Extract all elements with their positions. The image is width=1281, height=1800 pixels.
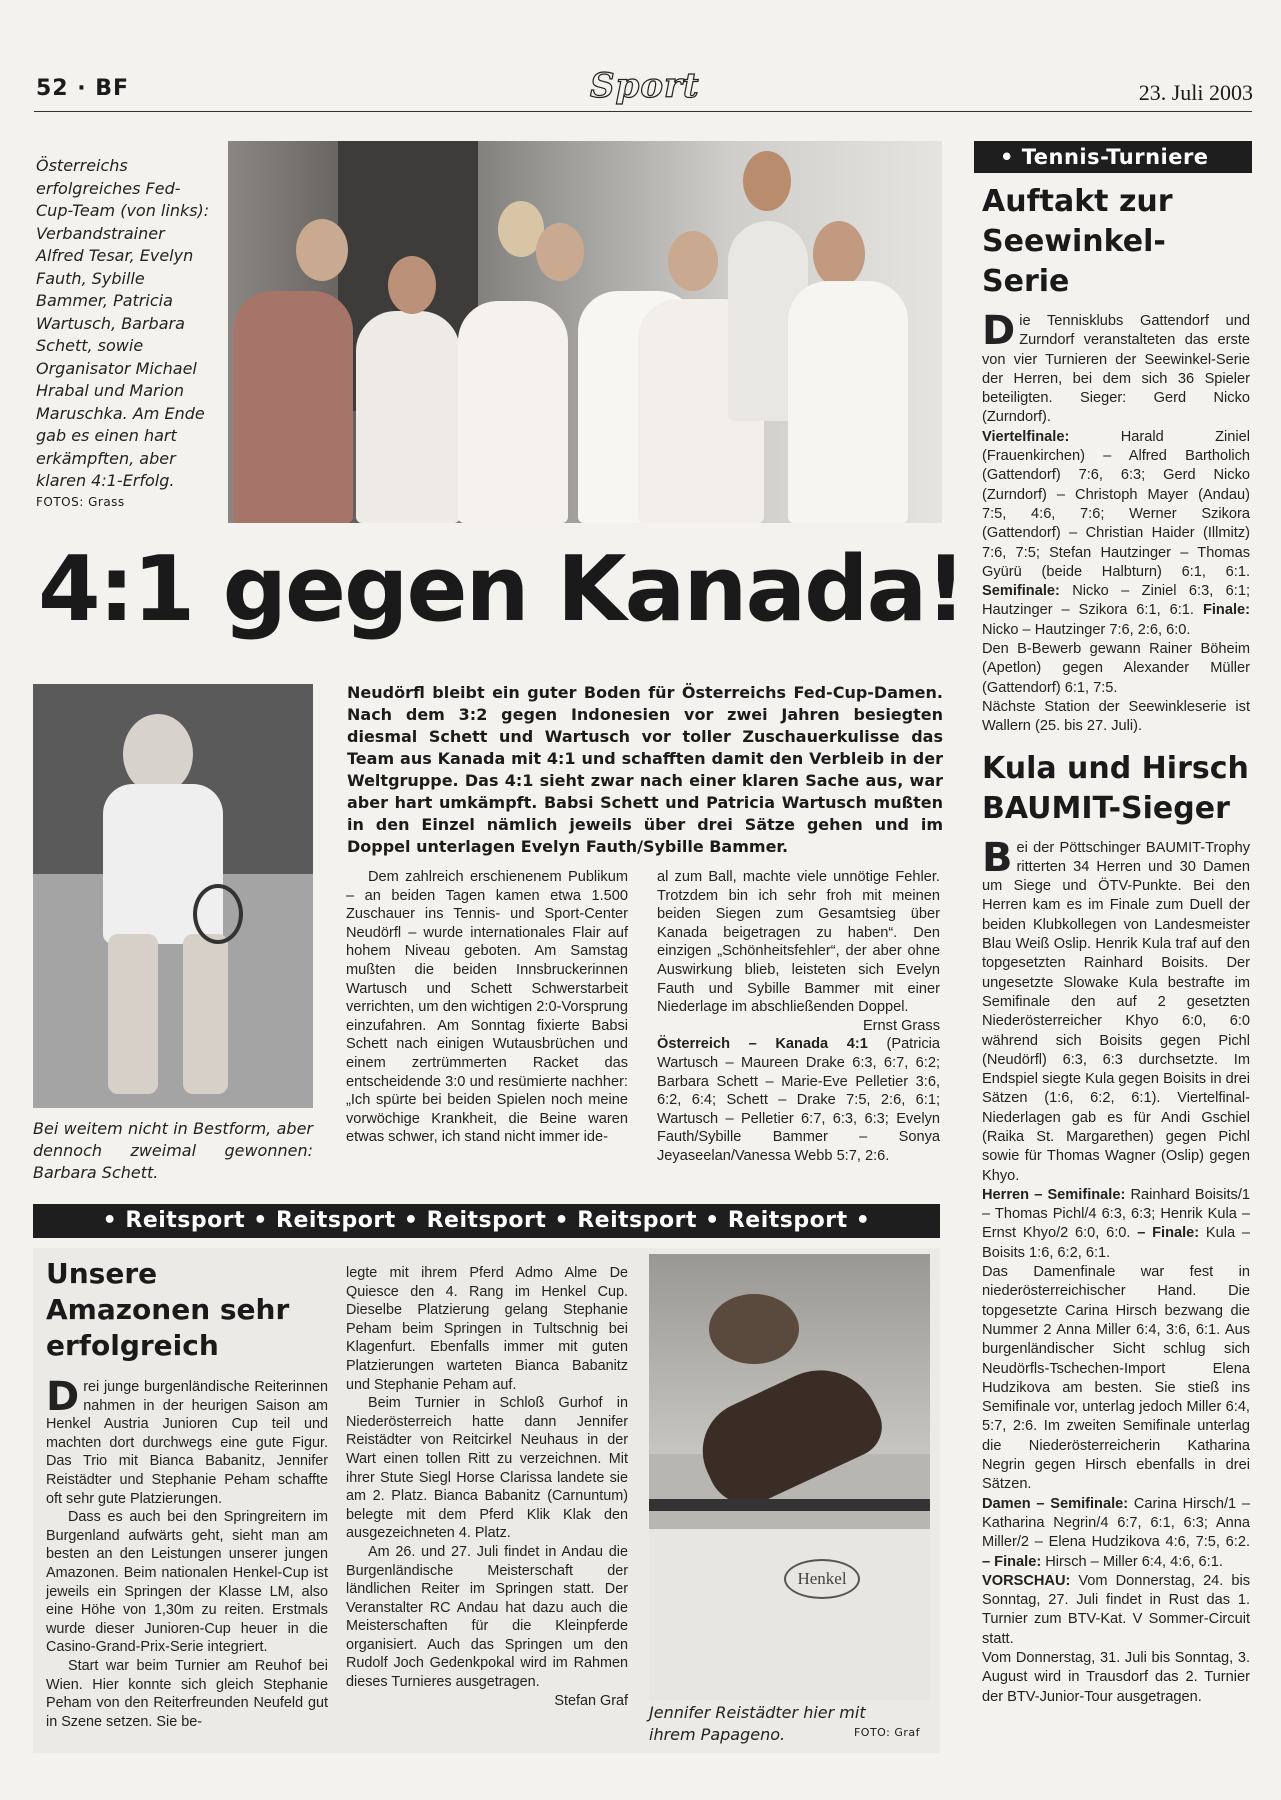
tennis-article-2 [982, 834, 1251, 1707]
racket-icon [193, 884, 243, 944]
result-label: Herren – Semifinale: [982, 1186, 1126, 1203]
player-leg [108, 934, 158, 1094]
rider [709, 1294, 799, 1364]
article-paragraph: Dem zahlreich erschienenem Publikum – an beiden Tagen kamen etwa 1.500 Zuschauer ins Tennis- und Sport-Center Neudörfl – wurde internationales Flair auf hohem Niveau geboten. Am Samstag mußten die beiden Innsbruckerinnen Wartusch und Schett Schwerstarbeit verrichten, um den wichtigen 2:0-Vorsprung einzufahren. Am Sonntag fixierte Babsi Schett nach einigen Wutausbrüchen und einem zertrümmerten Racket das entscheidende 3:0 und resümierte nachher: „Ich spürte bei beiden Spielen noch meine vorwöchige Krankheit, die Beine waren etwas schwer, ich stand nicht immer ide- [346, 869, 628, 1146]
player-leg [183, 934, 228, 1094]
tennis-banner: • Tennis-Turniere [974, 141, 1252, 173]
dropcap: D [46, 1374, 80, 1420]
person-head [743, 151, 791, 211]
tennis-headline-1: Auftakt zur Seewinkel-Serie [982, 184, 1173, 299]
result-text: Vom Donnerstag, 24. bis Sonntag, 27. Juli findet in Rust das 1. Turnier zum BTV-Kat. V Sommer-Circuit statt. [982, 1572, 1250, 1647]
page-number: 52 · BF [36, 76, 130, 101]
issue-date: 23. Juli 2003 [1138, 80, 1253, 105]
tennis-headline-2: Kula und Hirsch BAUMIT-Sieger [982, 750, 1249, 826]
reitsport-paragraph: rei junge burgenländische Reiterinnen nahmen in der heurigen Saison am Henkel Austria Junioren Cup teil und machten dort durchwegs eine gute Figur. Das Trio mit Bianca Babanitz, Jennifer Reistädter und Stephanie Peham schaffte oft sehr gute Platzierungen. [46, 1379, 328, 1507]
reitsport-paragraph: Beim Turnier in Schloß Gurhof in Niederösterreich hatte dann Jennifer Reistädter von Reitcirkel Neuhaus in der Wart einen tollen Ritt zu verzeichnen. Mit ihrer Stute Siegl Horse Clarissa landete sie am 2. Platz. Bianca Babanitz (Carnuntum) belegte mit dem Pferd Klik Klak den ausgezeichneten 4. Platz. [346, 1395, 628, 1542]
result-text: Nicko – Hautzinger 7:6, 2:6, 6:0. [982, 621, 1191, 638]
result-text: Nicko – Ziniel 6:3, 6:1; Hautzinger – Szikora 6:1, 6:1. [982, 583, 1250, 619]
article-column-1 [346, 868, 628, 1147]
horse-photo [649, 1254, 930, 1700]
result-text: Harald Ziniel (Frauenkirchen) – Alfred Bartholich (Gattendorf) 7:6, 6:3; Gerd Nicko (Zurndorf) – Christoph Mayer (Andau) 7:5, 4:6, 7:6; Werner Szikora (Gattendorf) – Christian Haider (Illmitz) 7:6, 7:5; Stefan Hautzinger – Thomas Gyürü (beide Halbturn) 6:1, 6:1. [982, 428, 1250, 580]
dropcap: D [982, 308, 1016, 354]
reitsport-banner: • Reitsport • Reitsport • Reitsport • Reitsport • Reitsport • [33, 1204, 940, 1238]
results-label: Österreich – Kanada 4:1 [657, 1036, 868, 1053]
article-author: Ernst Grass [862, 1017, 940, 1034]
result-label: Semifinale: [982, 583, 1060, 600]
result-text: Rainhard Boisits/1 – Thomas Pichl/4 6:3, 6:3; Henrik Kula – Ernst Khyo/2 6:0, 6:0. [982, 1186, 1250, 1242]
person-silhouette [458, 301, 568, 523]
tennis-paragraph: ei der Pöttschinger BAUMIT-Trophy ritterten 34 Herren und 30 Damen um Siege und ÖTV-Punkte. Bei den Herren kam es im Finale zum Duell der beiden Klubkollegen von Landesmeister Blau Weiß Oslip. Henrik Kula traf auf den topgesetzten Rainhard Boisits. Der ungesetzte Slowake Kula bestrafte im Semifinale den auf 2 gesetzten Niederösterreicher Khyo 6:0, 6:0 während sich Boisits gegen Pichl (Neudörfl) 6:3, 6:3 durchsetzte. Im Endspiel siegte Kula gegen Boisits in drei Sätzen (1:6, 6:2, 6:1). Viertelfinal-Niederlagen gab es für Andi Gschiel (Raika St. Margarethen) gegen Pichl sowie für Thomas Wagner (Oslip) gegen Khyo. [982, 839, 1250, 1184]
reitsport-text-1 [46, 1374, 328, 1731]
reitsport-column-2 [346, 1264, 628, 1710]
result-text: Carina Hirsch/1 – Katharina Negrin/4 6:7, 6:1, 6:3; Anna Miller/2 – Elena Hudzikova 4:6, 7:5, 6:2. [982, 1495, 1250, 1551]
reitsport-paragraph: Am 26. und 27. Juli findet in Andau die Burgenländische Meisterschaft der ländlichen Reiter im Springen statt. Der Veranstalter RC Andau hat dazu auch die Meisterschaften für die Kleinpferde organisiert. Auch das Springen um den Rudolf Joch Gedenkpokal wird im Rahmen dieses Turnieres ausgetragen. [346, 1543, 628, 1691]
person-head [296, 219, 348, 281]
reitsport-headline: Unsere Amazonen sehr erfolgreich [46, 1257, 290, 1362]
tennis-paragraph: ie Tennisklubs Gattendorf und Zurndorf veranstalteten das erste von vier Turnieren der Seewinkel-Serie der Herren, bei dem sich 36 Spieler beteiligten. Sieger: Gerd Nicko (Zurndorf). [982, 313, 1250, 426]
reitsport-author: Stefan Graf [554, 1692, 628, 1709]
tennis-paragraph: Nächste Station der Seewinkleserie ist Wallern (25. bis 27. Juli). [982, 698, 1250, 735]
results-text: (Patricia Wartusch – Maureen Drake 6:3, 6:7, 6:2; Barbara Schett – Marie-Eve Pelletier 3:6, 6:2, 6:4; Schett – Drake 7:5, 2:6, 6:1; Wartusch – Pelletier 6:7, 6:3, 6:3; Evelyn Fauth/Sybille Bammer – Sonya Jeyaseelan/Vanessa Webb 5:7, 2:6. [657, 1036, 940, 1164]
henkel-logo: Henkel [784, 1559, 860, 1599]
photo-credit: FOTOS: Grass [36, 494, 125, 509]
player-photo-caption: Bei weitem nicht in Bestform, aber dennoch zweimal gewonnen: Barbara Schett. [33, 1119, 313, 1182]
tennis-article-1 [982, 308, 1250, 737]
reitsport-paragraph: Dass es auch bei den Springreitern im Burgenland aufwärts geht, sieht man am besten an den Leistungen unserer jungen Amazonen. Beim nationalen Henkel-Cup ist jeweils ein Springen der Klasse LM, also eine Höhe von 1,30m zu reiten. Erstmals wurde dieser Junioren-Cup heuer in die Casino-Grand-Prix-Serie integriert. [46, 1509, 328, 1656]
tennis-paragraph: Den B-Bewerb gewann Rainer Böheim (Apetlon) gegen Alexander Müller (Gattendorf) 6:1, 7:5. [982, 641, 1250, 696]
person-head [668, 231, 718, 291]
result-label: Viertelfinale: [982, 428, 1070, 445]
team-photo-caption-block [36, 155, 212, 509]
result-text: Kula – Boisits 1:6, 6:2, 6:1. [982, 1225, 1251, 1261]
jump-pole [649, 1499, 930, 1511]
person-head [536, 223, 584, 281]
player-photo [33, 684, 313, 1108]
tennis-paragraph: Vom Donnerstag, 31. Juli bis Sonntag, 3. August wird in Trausdorf das 2. Turnier der BTV-Junior-Tour ausgetragen. [982, 1650, 1250, 1705]
jump-panel [649, 1529, 930, 1700]
result-label: – Finale: [982, 1553, 1042, 1570]
reitsport-column-1 [46, 1256, 328, 1731]
person-silhouette [356, 311, 460, 523]
team-photo-caption: Österreichs erfolgreiches Fed-Cup-Team (von links): Verbandstrainer Alfred Tesar, Evelyn Fauth, Sybille Bammer, Patricia Wartusch, Barbara Schett, sowie Organisator Michael Hrabal und Marion Maruschka. Am Ende gab es einen hart erkämpften, aber klaren 4:1-Erfolg. [36, 156, 210, 490]
person-head [388, 256, 436, 314]
result-label: VORSCHAU: [982, 1572, 1071, 1589]
team-photo [228, 141, 942, 523]
result-label: Damen – Semifinale: [982, 1495, 1129, 1512]
horse-caption-block [649, 1702, 930, 1746]
player-head [123, 714, 193, 794]
tennis-column [982, 182, 1250, 1707]
article-paragraph: al zum Ball, machte viele unnötige Fehler. Trotzdem bin ich sehr froh mit meinen beiden Siegen zum Gesamtsieg über Kanada beigetragen zu haben“. Den einzigen „Schönheitsfehler“, der aber ohne Auswirkung blieb, leisteten sich Evelyn Fauth und Sybille Bammer mit einer Niederlage im abschließenden Doppel. [657, 869, 940, 1016]
reitsport-paragraph: legte mit ihrem Pferd Admo Alme De Quiesce den 4. Rang im Henkel Cup. Dieselbe Platzierung gelang Stephanie Peham beim Springen in Tultschnig bei Klagenfurt. Ebenfalls immer mit guten Platzierungen warteten Bianca Babanitz und Stephanie Peham auf. [346, 1265, 628, 1393]
person-silhouette [788, 281, 908, 523]
reitsport-paragraph: Start war beim Turnier am Reuhof bei Wien. Hier konnte sich gleich Stephanie Peham von den Reiterfreunden Neufeld gut in Szene setzen. Sie be- [46, 1657, 328, 1730]
section-title: Sport [590, 66, 700, 106]
result-label: – Finale: [1137, 1225, 1200, 1242]
result-label: Finale: [1202, 602, 1250, 619]
tennis-paragraph: Das Damenfinale war fest in niederösterreichischer Hand. Die topgesetzte Carina Hirsch bezwang die Nummer 2 Anna Miller 6:4, 3:6, 6:1. Aus burgenländischer Sicht schlug sich Neudörfls-Tschechen-Import Elena Hudzikova am besten. Sie stieß ins Semifinale vor, unterlag jedoch Miller 6:4, 5:7, 2:6. Im zweiten Semifinale unterlag die Niederösterreicherin Katharina Negrin gegen Hirsch ebenfalls in drei Sätzen. [982, 1264, 1250, 1493]
person-silhouette [233, 291, 353, 523]
photo-credit: FOTO: Graf [853, 1726, 920, 1739]
header-rule [34, 111, 1252, 112]
result-text: Hirsch – Miller 6:4, 4:6, 6:1. [1045, 1553, 1223, 1570]
dropcap: B [982, 834, 1013, 881]
horse-photo-caption: Jennifer Reistädter hier mit ihrem Papageno. [649, 1703, 866, 1744]
article-column-2 [657, 868, 940, 1166]
main-headline: 4:1 gegen Kanada! [38, 537, 965, 642]
article-lead: Neudörfl bleibt ein guter Boden für Österreichs Fed-Cup-Damen. Nach dem 3:2 gegen Indonesien vor zwei Jahren besiegten diesmal Schett und Wartusch vor toller Zuschauerkulisse das Team aus Kanada mit 4:1 und schafften damit den Verbleib in der Weltgruppe. Das 4:1 sieht zwar nach einer klaren Sache aus, war aber hart umkämpft. Babsi Schett und Patricia Wartusch mußten in den Einzel nämlich jeweils über drei Sätze gehen und im Doppel unterlagen Evelyn Fauth/Sybille Bammer. [347, 683, 943, 856]
person-head [813, 221, 865, 287]
